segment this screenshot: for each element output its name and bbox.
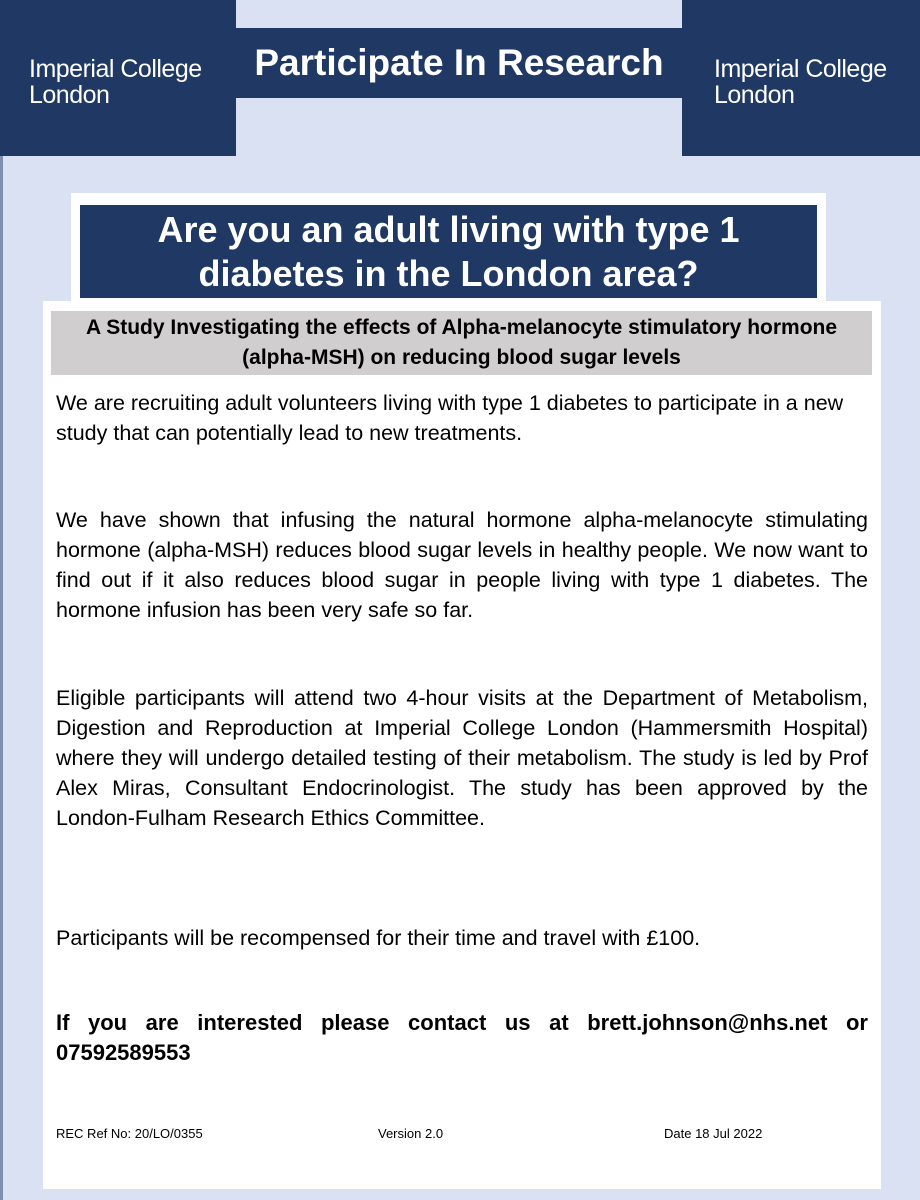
logo-line-2: London	[714, 81, 795, 109]
recruitment-paragraph: We are recruiting adult volunteers living with type 1 diabetes to participate in a new study that can potentially lead to new treatments.	[56, 391, 844, 445]
compensation-paragraph: Participants will be recompensed for their time and travel with £100.	[56, 926, 701, 950]
date-label: Date 18 Jul 2022	[664, 1126, 763, 1141]
version-label: Version 2.0	[378, 1126, 444, 1141]
logo-line-1: Imperial College	[714, 55, 887, 83]
study-subtitle: A Study Investigating the effects of Alpha-melanocyte stimulatory hormone (alpha-MSH) on reducing blood sugar levels	[51, 311, 872, 375]
page-title: Participate In Research	[236, 28, 682, 98]
contact-paragraph: If you are interested please contact us at brett.johnson@nhs.net or 07592589553	[56, 1010, 868, 1065]
imperial-logo-right	[682, 0, 920, 156]
logo-line-1: Imperial College	[29, 55, 202, 83]
imperial-logo-left	[0, 0, 236, 156]
rec-reference: REC Ref No: 20/LO/0355	[56, 1126, 203, 1141]
background-paragraph: We have shown that infusing the natural hormone alpha-melanocyte stimulating hormone (alpha-MSH) reduces blood sugar levels in healthy people. We now want to find out if it also reduces blood sugar in people living with type 1 diabetes. The hormone infusion has been very safe so far.	[56, 508, 868, 622]
question-heading: Are you an adult living with type 1 diabetes in the London area?	[80, 205, 817, 298]
logo-line-2: London	[29, 81, 110, 109]
eligibility-paragraph: Eligible participants will attend two 4-hour visits at the Department of Metabolism, Digestion and Reproduction at Imperial College London (Hammersmith Hospital) where they will undergo detailed testing of their metabolism. The study is led by Prof Alex Miras, Consultant Endocrinologist. The study has been approved by the London-Fulham Research Ethics Committee.	[56, 686, 868, 830]
page-border	[0, 0, 3, 1200]
